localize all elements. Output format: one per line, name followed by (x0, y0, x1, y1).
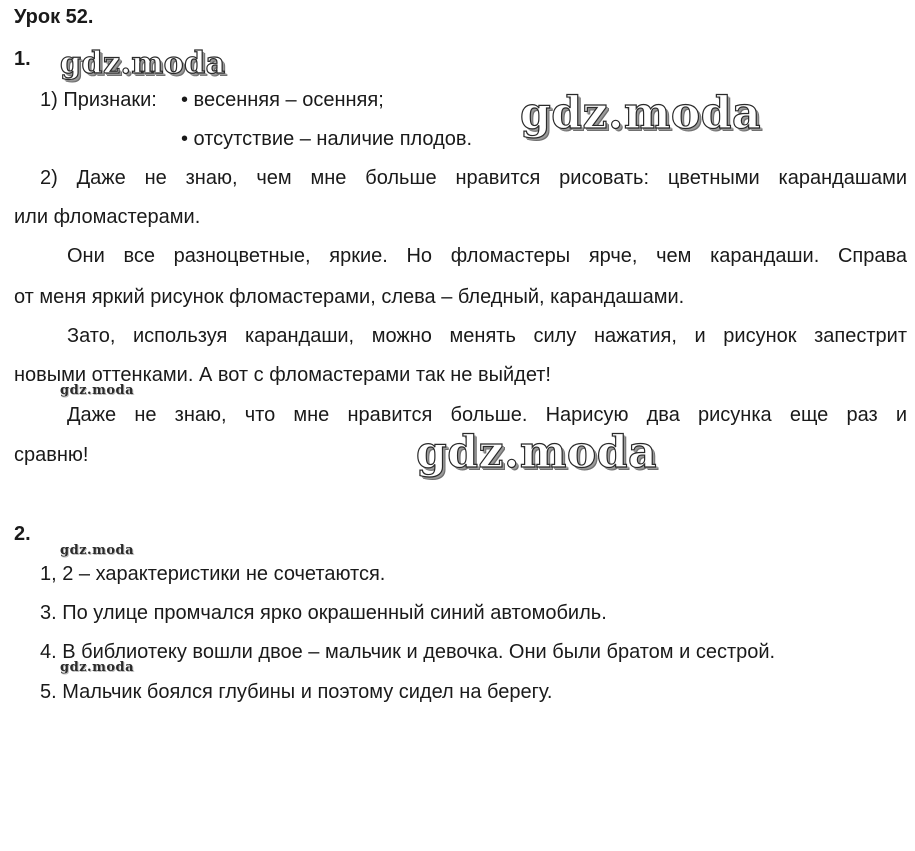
watermark: gdz.moda (60, 660, 135, 675)
task-1-number: 1. (14, 48, 31, 70)
task-2-line-3: 4. В библиотеку вошли двое – мальчик и девочка. Они были братом и сестрой. (40, 641, 776, 663)
task-1-item-2-line-1: 2) Даже не знаю, чем мне больше нравится рисовать: цветными карандашами (40, 167, 907, 189)
watermark: gdz.moda (60, 46, 226, 81)
paragraph-1-line-1: Они все разноцветные, яркие. Но фломастеры ярче, чем карандаши. Справа (67, 245, 907, 267)
paragraph-3-line-1: Даже не знаю, что мне нравится больше. Нарисую два рисунка еще раз и (67, 404, 907, 426)
watermark: gdz.moda (520, 88, 762, 139)
task-1-item-1-bullet-1: • весенняя – осенняя; (181, 89, 384, 111)
task-1-item-1-bullet-2: • отсутствие – наличие плодов. (181, 128, 473, 150)
watermark: gdz.moda (60, 543, 135, 558)
paragraph-2-line-1: Зато, используя карандаши, можно менять силу нажатия, и рисунок запестрит (67, 325, 907, 347)
task-1-item-1-prefix: 1) Признаки: (40, 89, 157, 111)
paragraph-2-line-2: новыми оттенками. А вот с фломастерами так не выйдет! (14, 364, 551, 386)
task-2-line-1: 1, 2 – характеристики не сочетаются. (40, 563, 386, 585)
watermark: gdz.moda (416, 427, 658, 478)
task-2-number: 2. (14, 523, 31, 545)
watermark: gdz.moda (60, 383, 135, 398)
task-1-item-2-line-2: или фломастерами. (14, 206, 201, 228)
page-title: Урок 52. (14, 6, 94, 28)
paragraph-1-line-2: от меня яркий рисунок фломастерами, слева – бледный, карандашами. (14, 286, 685, 308)
paragraph-3-line-2: сравню! (14, 444, 89, 466)
task-2-line-4: 5. Мальчик боялся глубины и поэтому сидел на берегу. (40, 681, 553, 703)
task-2-line-2: 3. По улице промчался ярко окрашенный синий автомобиль. (40, 602, 607, 624)
